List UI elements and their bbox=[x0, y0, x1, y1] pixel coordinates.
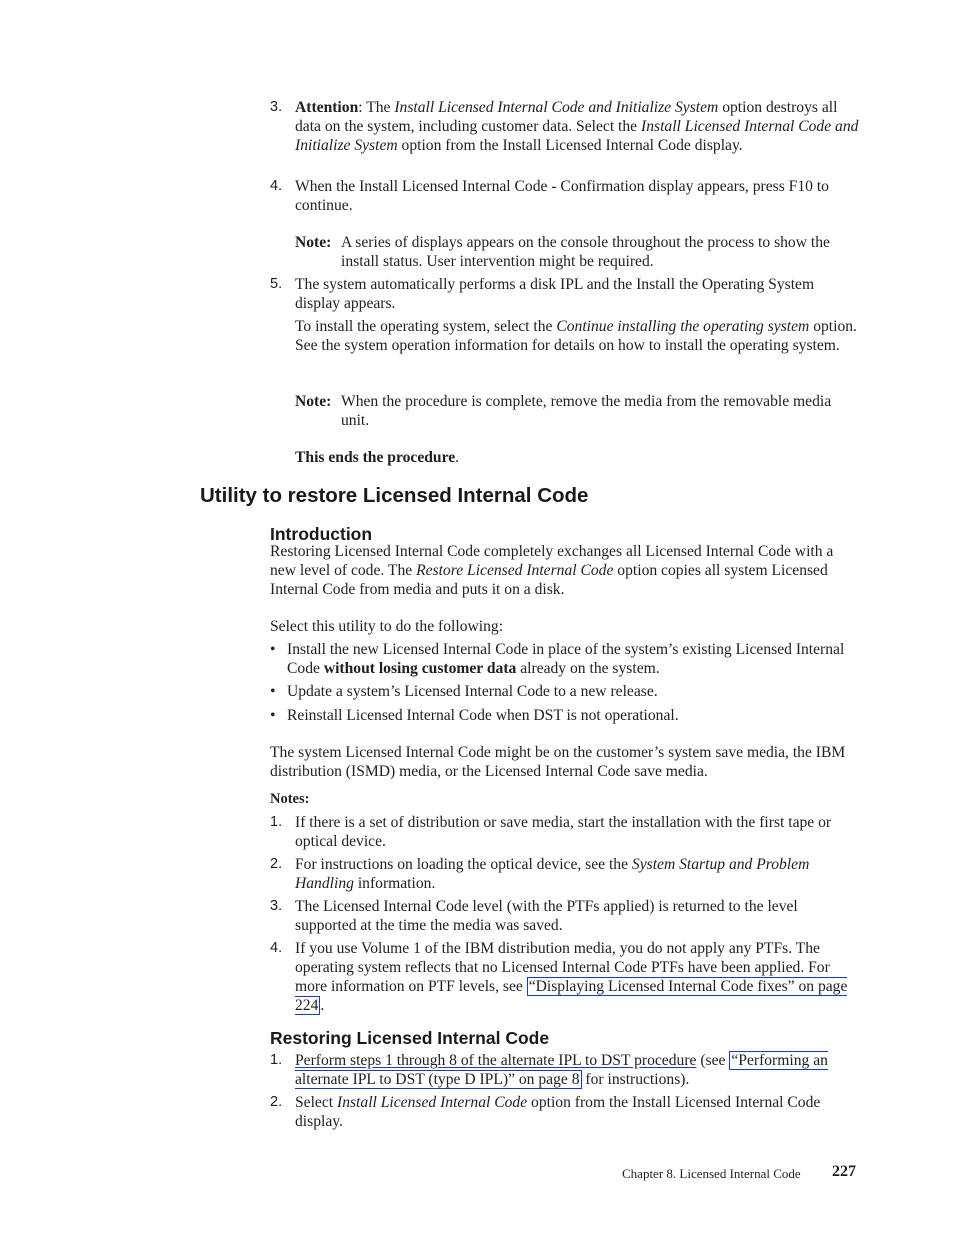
section-title: Utility to restore Licensed Internal Code bbox=[200, 484, 589, 507]
step-5-text: The system automatically performs a disk IPL and the Install the Operating System display appears. bbox=[295, 276, 815, 312]
bullet-marker: • bbox=[270, 683, 276, 700]
note-item: The Licensed Internal Code level (with the PTFs applied) is returned to the level supported at the time the media was saved. bbox=[295, 898, 798, 934]
introduction-heading: Introduction bbox=[270, 524, 373, 544]
intro-paragraph: Restoring Licensed Internal Code completely exchanges all Licensed Internal Code with a new level of code. The Restore Licensed Internal Code option copies all system Licensed Internal Code from media and puts it on a disk. bbox=[270, 543, 834, 598]
note-item: If you use Volume 1 of the IBM distribution media, you do not apply any PTFs. The operating system reflects that no Licensed Internal Code PTFs have been applied. For more information on PTF levels, see “Displaying Licensed Internal Code fixes” on page 224 . bbox=[295, 940, 848, 1014]
restoring-heading: Restoring Licensed Internal Code bbox=[270, 1028, 550, 1048]
note-label: Note: bbox=[295, 393, 332, 410]
list-item: Reinstall Licensed Internal Code when DST is not operational. bbox=[287, 707, 679, 724]
step-number: 4. bbox=[270, 178, 283, 194]
note-item: If there is a set of distribution or save media, start the installation with the first tape or optical device. bbox=[295, 814, 832, 850]
attention-label: Attention bbox=[295, 99, 359, 116]
list-item: Install the new Licensed Internal Code in place of the system’s existing Licensed Internal Code without losing customer data already on the system. bbox=[287, 641, 845, 677]
step-3-text: Attention: The Install Licensed Internal Code and Initialize System option destroys all data on the system, including customer data. Select the Install Licensed Internal Code and Initialize System option from the Install Licensed Internal Code display. bbox=[295, 99, 859, 154]
step-5-paragraph: To install the operating system, select the Continue installing the operating system option. See the system operation information for details on how to install the operating system. bbox=[295, 318, 857, 354]
note-number: 4. bbox=[270, 940, 283, 956]
alternate-ipl-steps-link[interactable]: Perform steps 1 through 8 of the alternate IPL to DST procedure bbox=[295, 1052, 697, 1069]
note-number: 3. bbox=[270, 898, 283, 914]
intro-lead: Select this utility to do the following: bbox=[270, 618, 504, 635]
note-number: 1. bbox=[270, 814, 283, 830]
ptf-levels-link[interactable]: “Displaying Licensed Internal Code fixes” on page 224 bbox=[295, 978, 848, 1014]
bullet-marker: • bbox=[270, 641, 276, 658]
note-text: When the procedure is complete, remove the media from the removable media unit. bbox=[341, 393, 832, 429]
notes-label: Notes: bbox=[270, 791, 310, 807]
note-text: A series of displays appears on the console throughout the process to show the install status. User intervention might be required. bbox=[341, 234, 830, 270]
alternate-ipl-page-link[interactable]: “Performing an alternate IPL to DST (type D IPL)” on page 8 bbox=[295, 1052, 828, 1088]
page-number: 227 bbox=[832, 1163, 856, 1180]
step-4-text: When the Install Licensed Internal Code - Confirmation display appears, press F10 to continue. bbox=[295, 178, 829, 214]
restore-step-1: Perform steps 1 through 8 of the alternate IPL to DST procedure (see “Performing an alternate IPL to DST (type D IPL)” on page 8 for instructions). bbox=[295, 1052, 828, 1088]
note-label: Note: bbox=[295, 234, 332, 251]
list-item: Update a system’s Licensed Internal Code to a new release. bbox=[287, 683, 658, 700]
footer-chapter: Chapter 8. Licensed Internal Code bbox=[622, 1166, 801, 1181]
media-paragraph: The system Licensed Internal Code might be on the customer’s system save media, the IBM distribution (ISMD) media, or the Licensed Internal Code save media. bbox=[270, 744, 846, 780]
note-number: 2. bbox=[270, 856, 283, 872]
step-number: 2. bbox=[270, 1094, 283, 1110]
procedure-end: This ends the procedure. bbox=[295, 449, 460, 466]
note-item: For instructions on loading the optical device, see the System Startup and Problem Handling information. bbox=[295, 856, 810, 892]
step-number: 5. bbox=[270, 276, 283, 292]
step-number: 3. bbox=[270, 99, 283, 115]
bullet-marker: • bbox=[270, 707, 276, 724]
restore-step-2: Select Install Licensed Internal Code option from the Install Licensed Internal Code display. bbox=[295, 1094, 821, 1130]
step-number: 1. bbox=[270, 1052, 283, 1068]
